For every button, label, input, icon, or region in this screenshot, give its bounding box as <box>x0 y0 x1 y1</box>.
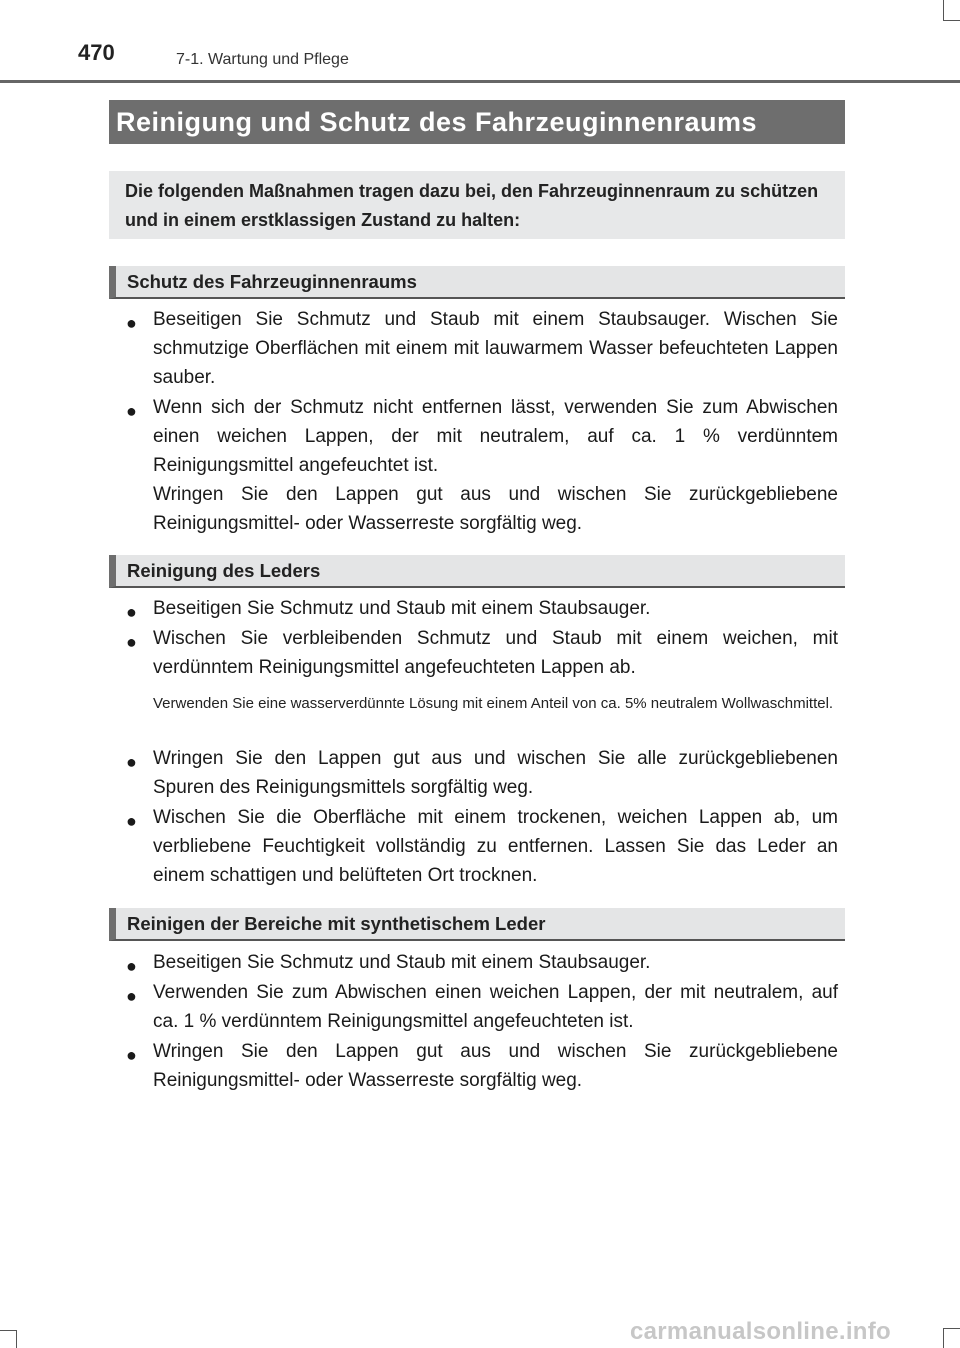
list-item <box>126 978 838 1036</box>
list-item-text: Wringen Sie den Lappen gut aus und wischen Sie zurückgebliebene Reinigungsmittel- oder Wasserreste sorgfältig weg. <box>153 1041 838 1091</box>
section-title: Reinigung und Schutz des Fahrzeuginnenraums <box>109 100 845 144</box>
intro-text: Die folgenden Maßnahmen tragen dazu bei, den Fahrzeuginnenraum zu schützen und in einem erstklassigen Zustand zu halten: <box>109 171 845 239</box>
list-item <box>126 1037 838 1095</box>
list-item <box>126 948 838 977</box>
list-item <box>126 803 838 890</box>
bullet-icon: ● <box>126 811 137 831</box>
page-number: 470 <box>78 40 115 65</box>
list-item-text: Wischen Sie verbleibenden Schmutz und Staub mit einem weichen, mit verdünntem Reinigungsmittel angefeuchteten Lappen ab. <box>153 628 838 678</box>
list-item <box>126 305 838 392</box>
list-item-continuation: Wringen Sie den Lappen gut aus und wischen Sie zurückgebliebene Reinigungsmittel- oder Wasserreste sorgfältig weg. <box>153 484 838 534</box>
bullet-icon: ● <box>126 632 137 652</box>
bullet-list <box>126 948 838 1096</box>
subsection-heading: Schutz des Fahrzeuginnenraums <box>109 266 845 299</box>
crop-mark <box>943 20 960 21</box>
crop-mark <box>943 1328 944 1348</box>
watermark: carmanualsonline.info <box>630 1318 892 1345</box>
list-item <box>126 594 838 623</box>
list-item-text: Beseitigen Sie Schmutz und Staub mit einem Staubsauger. <box>153 598 651 619</box>
list-item <box>126 624 838 682</box>
bullet-icon: ● <box>126 602 137 622</box>
bullet-icon: ● <box>126 401 137 421</box>
crop-mark <box>16 1330 17 1348</box>
list-item <box>126 744 838 802</box>
bullet-icon: ● <box>126 752 137 772</box>
list-item-text: Beseitigen Sie Schmutz und Staub mit einem Staubsauger. <box>153 952 651 973</box>
chapter-title: 7-1. Wartung und Pflege <box>176 51 349 68</box>
subsection-heading: Reinigung des Leders <box>109 555 845 588</box>
bullet-icon: ● <box>126 986 137 1006</box>
bullet-list <box>126 305 838 539</box>
list-item-text: Verwenden Sie zum Abwischen einen weichen Lappen, der mit neutralem, auf ca. 1 % verdünntem Reinigungsmittel angefeuchteten ist. <box>153 982 838 1032</box>
subsection-heading: Reinigen der Bereiche mit synthetischem Leder <box>109 908 845 941</box>
list-item-text: Wischen Sie die Oberfläche mit einem trockenen, weichen Lappen ab, um verbliebene Feuchtigkeit vollständig zu entfernen. Lassen Sie das Leder an einem schattigen und belüfteten Ort trocknen. <box>153 807 838 886</box>
crop-mark <box>0 1330 16 1331</box>
crop-mark <box>943 0 944 20</box>
bullet-list <box>126 594 838 683</box>
bullet-icon: ● <box>126 1045 137 1065</box>
bullet-icon: ● <box>126 313 137 333</box>
list-item-text: Wringen Sie den Lappen gut aus und wischen Sie alle zurückgebliebenen Spuren des Reinigungsmittels sorgfältig weg. <box>153 748 838 798</box>
note-text: Verwenden Sie eine wasserverdünnte Lösung mit einem Anteil von ca. 5% neutralem Wollwaschmittel. <box>153 695 834 712</box>
list-item-text: Beseitigen Sie Schmutz und Staub mit einem Staubsauger. Wischen Sie schmutzige Oberflächen mit einem mit lauwarmem Wasser befeuchteten Lappen sauber. <box>153 309 838 388</box>
list-item-text: Wenn sich der Schmutz nicht entfernen lässt, verwenden Sie zum Abwischen einen weichen Lappen, der mit neutralem, auf ca. 1 % verdünntem Reinigungsmittel angefeuchtet ist. <box>153 397 838 476</box>
header-rule <box>0 80 960 83</box>
crop-mark <box>943 1328 960 1329</box>
bullet-list <box>126 744 838 891</box>
bullet-icon: ● <box>126 956 137 976</box>
list-item <box>126 393 838 538</box>
